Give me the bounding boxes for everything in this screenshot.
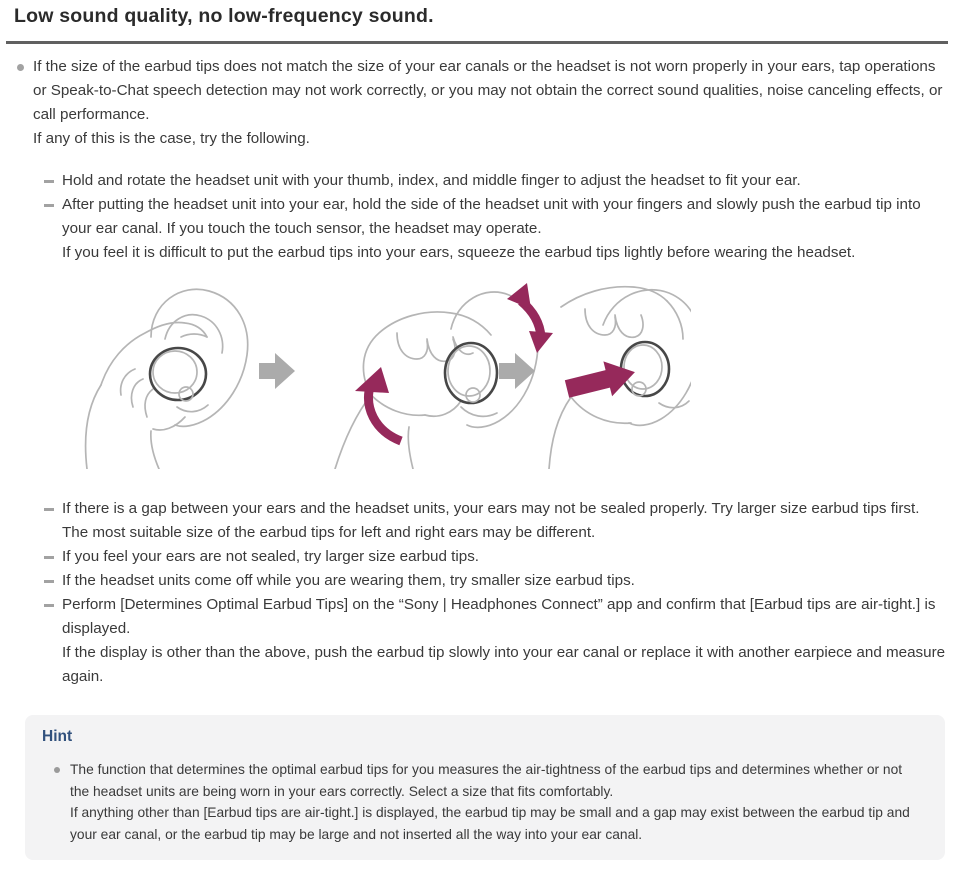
step-arrow-icon (259, 353, 295, 389)
list-item (51, 759, 921, 845)
intro-paragraph: If the size of the earbud tips does not match the size of your ear canals or the headset is not worn properly in your ears, tap operations or Speak-to-Chat speech detection may not work correctly, or you may not obtain the correct sound qualities, noise canceling effects, or call performance. (33, 58, 943, 123)
fitting-illustration (61, 277, 948, 477)
tip-paragraph: Perform [Determines Optimal Earbud Tips] on the “Sony | Headphones Connect” app and confirm that [Earbud tips are air-tight.] is displayed. (62, 596, 936, 637)
title-divider (6, 41, 948, 44)
hint-box (25, 715, 945, 860)
hint-label: Hint (42, 728, 73, 745)
ear-outline (603, 290, 691, 426)
list-item (44, 569, 948, 593)
article-body (14, 55, 948, 689)
hint-list (51, 759, 921, 845)
intro-paragraph: If any of this is the case, try the following. (33, 130, 310, 147)
list-item (44, 545, 948, 569)
fitting-illustration-svg (61, 277, 691, 469)
tips-list (33, 497, 948, 689)
step-paragraph: Hold and rotate the headset unit with your thumb, index, and middle finger to adjust the headset to fit your ear. (62, 172, 801, 189)
list-item (14, 55, 948, 689)
panel-push-earbud (549, 287, 691, 469)
list-item (44, 497, 948, 545)
rotate-up-down-arrow-icon (507, 283, 553, 353)
step-paragraph: After putting the headset unit into your ear, hold the side of the headset unit with your fingers and slowly push the earbud tip into your ear canal. If you touch the touch sensor, the headset may operate. (62, 196, 921, 237)
tip-paragraph: If the display is other than the above, push the earbud tip slowly into your ear canal or replace it with another earpiece and measure again. (62, 644, 946, 685)
hint-paragraph: If anything other than [Earbud tips are air-tight.] is displayed, the earbud tip may be small and a gap may exist between the earbud tip and your ear canal, or the earbud tip may be large and not inserted all the way into your ear canal. (70, 805, 910, 842)
list-item (44, 193, 948, 265)
tip-paragraph: If the headset units come off while you are wearing them, try smaller size earbud tips. (62, 572, 635, 589)
panel-hold-earbud (86, 289, 248, 469)
hand-outline (86, 322, 207, 469)
tip-paragraph: If you feel your ears are not sealed, try larger size earbud tips. (62, 548, 480, 565)
tip-paragraph: If there is a gap between your ears and the headset units, your ears may not be sealed properly. Try larger size earbud tips first. The most suitable size of the earbud tips for left and right ears may be different. (62, 500, 920, 541)
fit-steps-list (33, 169, 948, 265)
hint-paragraph: The function that determines the optimal earbud tips for you measures the air-tightness of the earbud tips and determines whether or not the headset units are being worn in your ears correctly. Select a size that fits comfortably. (70, 762, 903, 799)
intro-list (14, 55, 948, 689)
list-item (44, 169, 948, 193)
list-item (44, 593, 948, 689)
step-paragraph: If you feel it is difficult to put the earbud tips into your ears, squeeze the earbud tips lightly before wearing the headset. (62, 244, 856, 261)
rotate-ccw-arrow-icon (355, 367, 401, 441)
page-title: Low sound quality, no low-frequency sound. (14, 5, 434, 27)
